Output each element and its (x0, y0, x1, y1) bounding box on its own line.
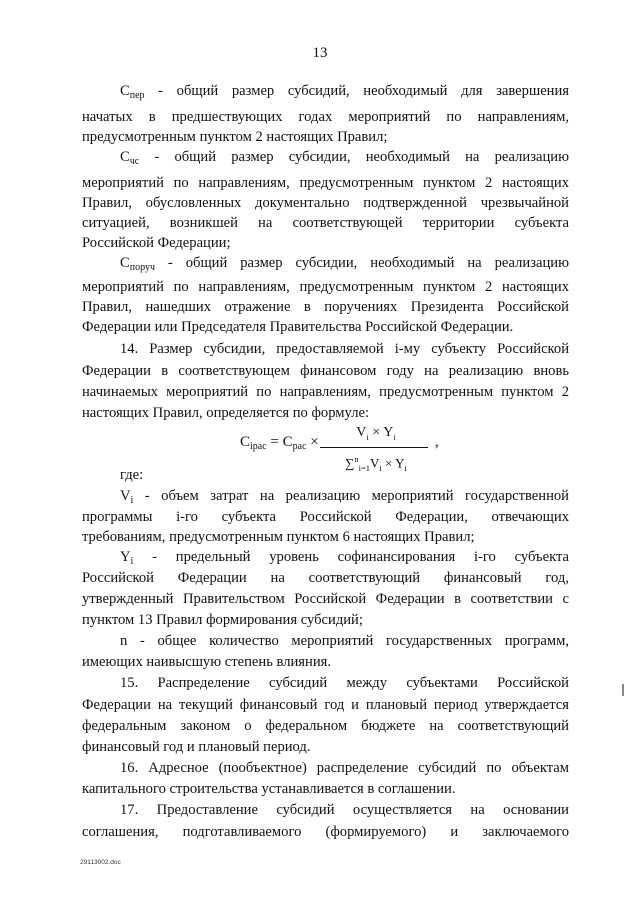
text-line: начинаемых мероприятий по направлениям, предусмотренным пунктом 2 (82, 384, 569, 400)
text-line: утвержденный Правительством Российской Федерации в соответствии с (82, 591, 569, 607)
symbol-c-poruch: $С_{поруч}$ (120, 255, 155, 273)
text-line: n - общее количество мероприятий государственных программ, (120, 633, 569, 649)
symbol-n: n (120, 633, 128, 649)
text-line: финансовый год и плановый период. (82, 739, 311, 755)
text-line: федеральным законом о федеральном бюджете на соответствующий (82, 718, 569, 734)
text-line: $С_{поруч}$ - общий размер субсидии, необходимый на реализацию (120, 255, 569, 273)
symbol-c-chs: $С_{чс}$ (120, 149, 140, 167)
text-line: где: (120, 467, 144, 483)
text-line: 14. Размер субсидии, предоставляемой i-му субъекту Российской (120, 341, 569, 357)
text-line: соглашения, подготавливаемого (формируемого) и заключаемого (82, 824, 569, 840)
formula (240, 424, 440, 472)
text-line: Федерации в соответствующем финансовом году на реализацию вновь (82, 363, 569, 379)
text-line: Федерации на текущий финансовый год и плановый период утверждается (82, 697, 569, 713)
symbol-yi: $Y_i$ (120, 549, 134, 567)
fraction-bar (320, 447, 428, 448)
text-line: капитального строительства устанавливается в соглашении. (82, 781, 456, 797)
text-line: Правил, обусловленных документально подтвержденной чрезвычайной (82, 195, 569, 211)
edge-mark (622, 684, 624, 696)
text-line: мероприятий по направлениям, предусмотренным пунктом 2 настоящих (82, 279, 569, 295)
text-line: Российской Федерации; (82, 235, 231, 251)
text-line: ситуацией, возникшей на соответствующей территории субъекта (82, 215, 569, 231)
text-line: 17. Предоставление субсидий осуществляется на основании (120, 802, 569, 818)
symbol-c-per: $С_{пер}$ (120, 83, 145, 101)
formula-lhs: $С_{ipac} = С_{pac}$ × (240, 434, 319, 452)
text-line: предусмотренным пунктом 2 настоящих Правил; (82, 129, 388, 145)
symbol-vi: $V_i$ (120, 488, 134, 506)
text-line: $С_{пер}$ - общий размер субсидий, необходимый для завершения (120, 83, 569, 101)
text-line: имеющих наивысшую степень влияния. (82, 654, 331, 670)
text-line: Федерации или Председателя Правительства Российской Федерации. (82, 319, 514, 335)
text-line: 15. Распределение субсидий между субъектами Российской (120, 675, 569, 691)
text-line: начатых в предшествующих годах мероприятий по направлениям, (82, 109, 569, 125)
text-line: мероприятий по направлениям, предусмотренным пунктом 2 настоящих (82, 175, 569, 191)
text-line: требованиям, предусмотренным пунктом 6 настоящих Правил; (82, 529, 475, 545)
text-line: $V_i$ - объем затрат на реализацию мероприятий государственной (120, 488, 569, 506)
formula-comma: , (435, 434, 439, 450)
text-line: Правил, нашедших отражение в поручениях Президента Российской (82, 299, 569, 315)
page-number: 13 (312, 45, 328, 61)
text-line: 16. Адресное (пообъектное) распределение субсидий по объектам (120, 760, 569, 776)
text-line: $Y_i$ - предельный уровень софинансирования i-го субъекта (120, 549, 569, 567)
text-line: Российской Федерации на соответствующий финансовый год, (82, 570, 569, 586)
text-line: пунктом 13 Правил формирования субсидий; (82, 612, 363, 628)
text-line: $С_{чс}$ - общий размер субсидии, необходимый на реализацию (120, 149, 569, 167)
text-line: настоящих Правил, определяется по формуле: (82, 405, 370, 421)
footer-filename: 29113002.doc (80, 859, 121, 866)
text-line: программы i-го субъекта Российской Федерации, отвечающих (82, 509, 569, 525)
formula-numerator: $V_i \times Y_i$ (356, 425, 396, 442)
formula-denominator: $\sum^n_{i=1}V_i \times Y_i$ (345, 453, 407, 473)
